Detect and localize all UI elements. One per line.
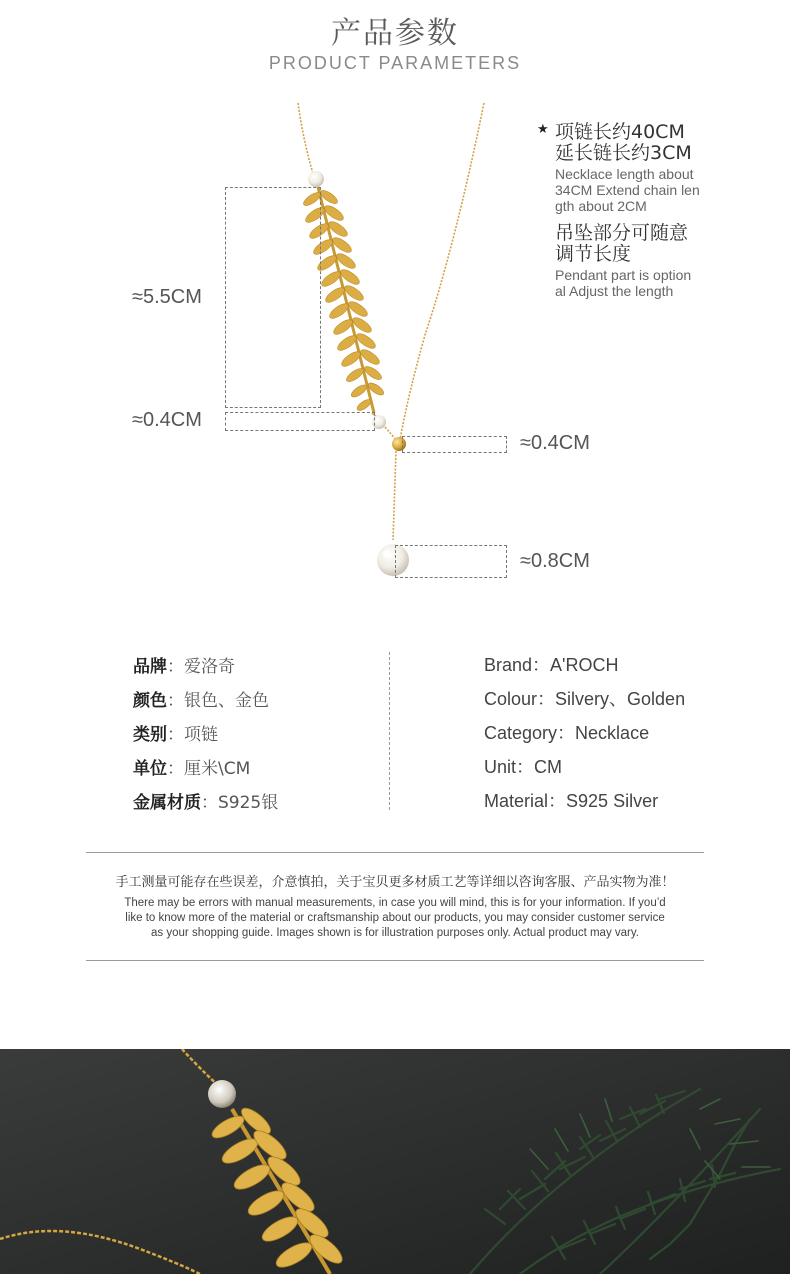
length-note-en-line3: gth about 2CM [555,198,647,214]
star-icon: ★ [537,122,549,137]
disclaimer-top-rule [86,852,704,853]
top-pearl [308,171,324,187]
gold-bead-dimension: ≈0.4CM [520,432,590,454]
spec-brand-cn: 品牌：爱洛奇 [133,657,235,677]
disclaimer-en-line3: as your shopping guide. Images shown is for illustration purposes only. Actual product may vary. [151,927,639,939]
disclaimer-bottom-rule [86,960,704,961]
gold-bead-measure-box [402,436,507,453]
spec-material-cn: 金属材质：S925银 [133,793,279,813]
spec-unit-cn: 单位：厘米\CM [133,759,251,779]
left-chain [298,103,314,177]
adjust-note-en-line2: al Adjust the length [555,283,674,299]
spec-color-cn: 颜色：银色、金色 [133,691,269,711]
adjust-note-en-line1: Pendant part is option [555,267,692,283]
photo-scene [0,1049,790,1274]
small-pearl-measure-box [225,412,375,431]
length-note-cn-line1: 项链长约40CM [555,121,685,143]
spec-material-en: Material：S925 Silver [484,791,659,811]
pendant-pearl-measure-box [395,545,507,578]
adjust-note-cn-line1: 吊坠部分可随意 [555,222,689,244]
spec-brand-en: Brand：A'ROCH [484,655,619,675]
small-pearl-dimension: ≈0.4CM [132,409,202,431]
pendant-pearl-dimension: ≈0.8CM [520,550,590,572]
page-title: 产品参数 [331,16,459,51]
spec-unit-en: Unit：CM [484,757,563,777]
adjust-note-cn-line2: 调节长度 [555,243,632,265]
leaf-section-dimension: ≈5.5CM [132,286,202,308]
page-subtitle: PRODUCT PARAMETERS [268,53,522,73]
disclaimer-en-line1: There may be errors with manual measurements, in case you will mind, this is for your information. If you’d [124,897,666,909]
spec-divider [389,652,390,810]
disclaimer-en [86,896,704,941]
spec-category-en: Category：Necklace [484,723,650,743]
disclaimer-en-line2: like to know more of the material or craftsmanship about our products, you may consider customer service [125,912,665,924]
spec-category-cn: 类别：项链 [133,725,218,745]
spec-color-en: Colour：Silvery、Golden [484,689,686,709]
drop-chain [393,451,396,540]
product-photo [0,1049,790,1274]
leaf-section-measure-box [225,187,321,408]
right-chain [400,103,484,440]
length-note [555,122,745,299]
length-note-cn-line2: 延长链长约3CM [555,142,692,164]
disclaimer-cn: 手工测量可能存在些误差，介意慎拍，关于宝贝更多材质工艺等详细以咨询客服、产品实物为准！ [115,875,675,890]
length-note-en-line2: 34CM Extend chain len [555,182,700,198]
length-note-en-line1: Necklace length about [555,166,694,182]
